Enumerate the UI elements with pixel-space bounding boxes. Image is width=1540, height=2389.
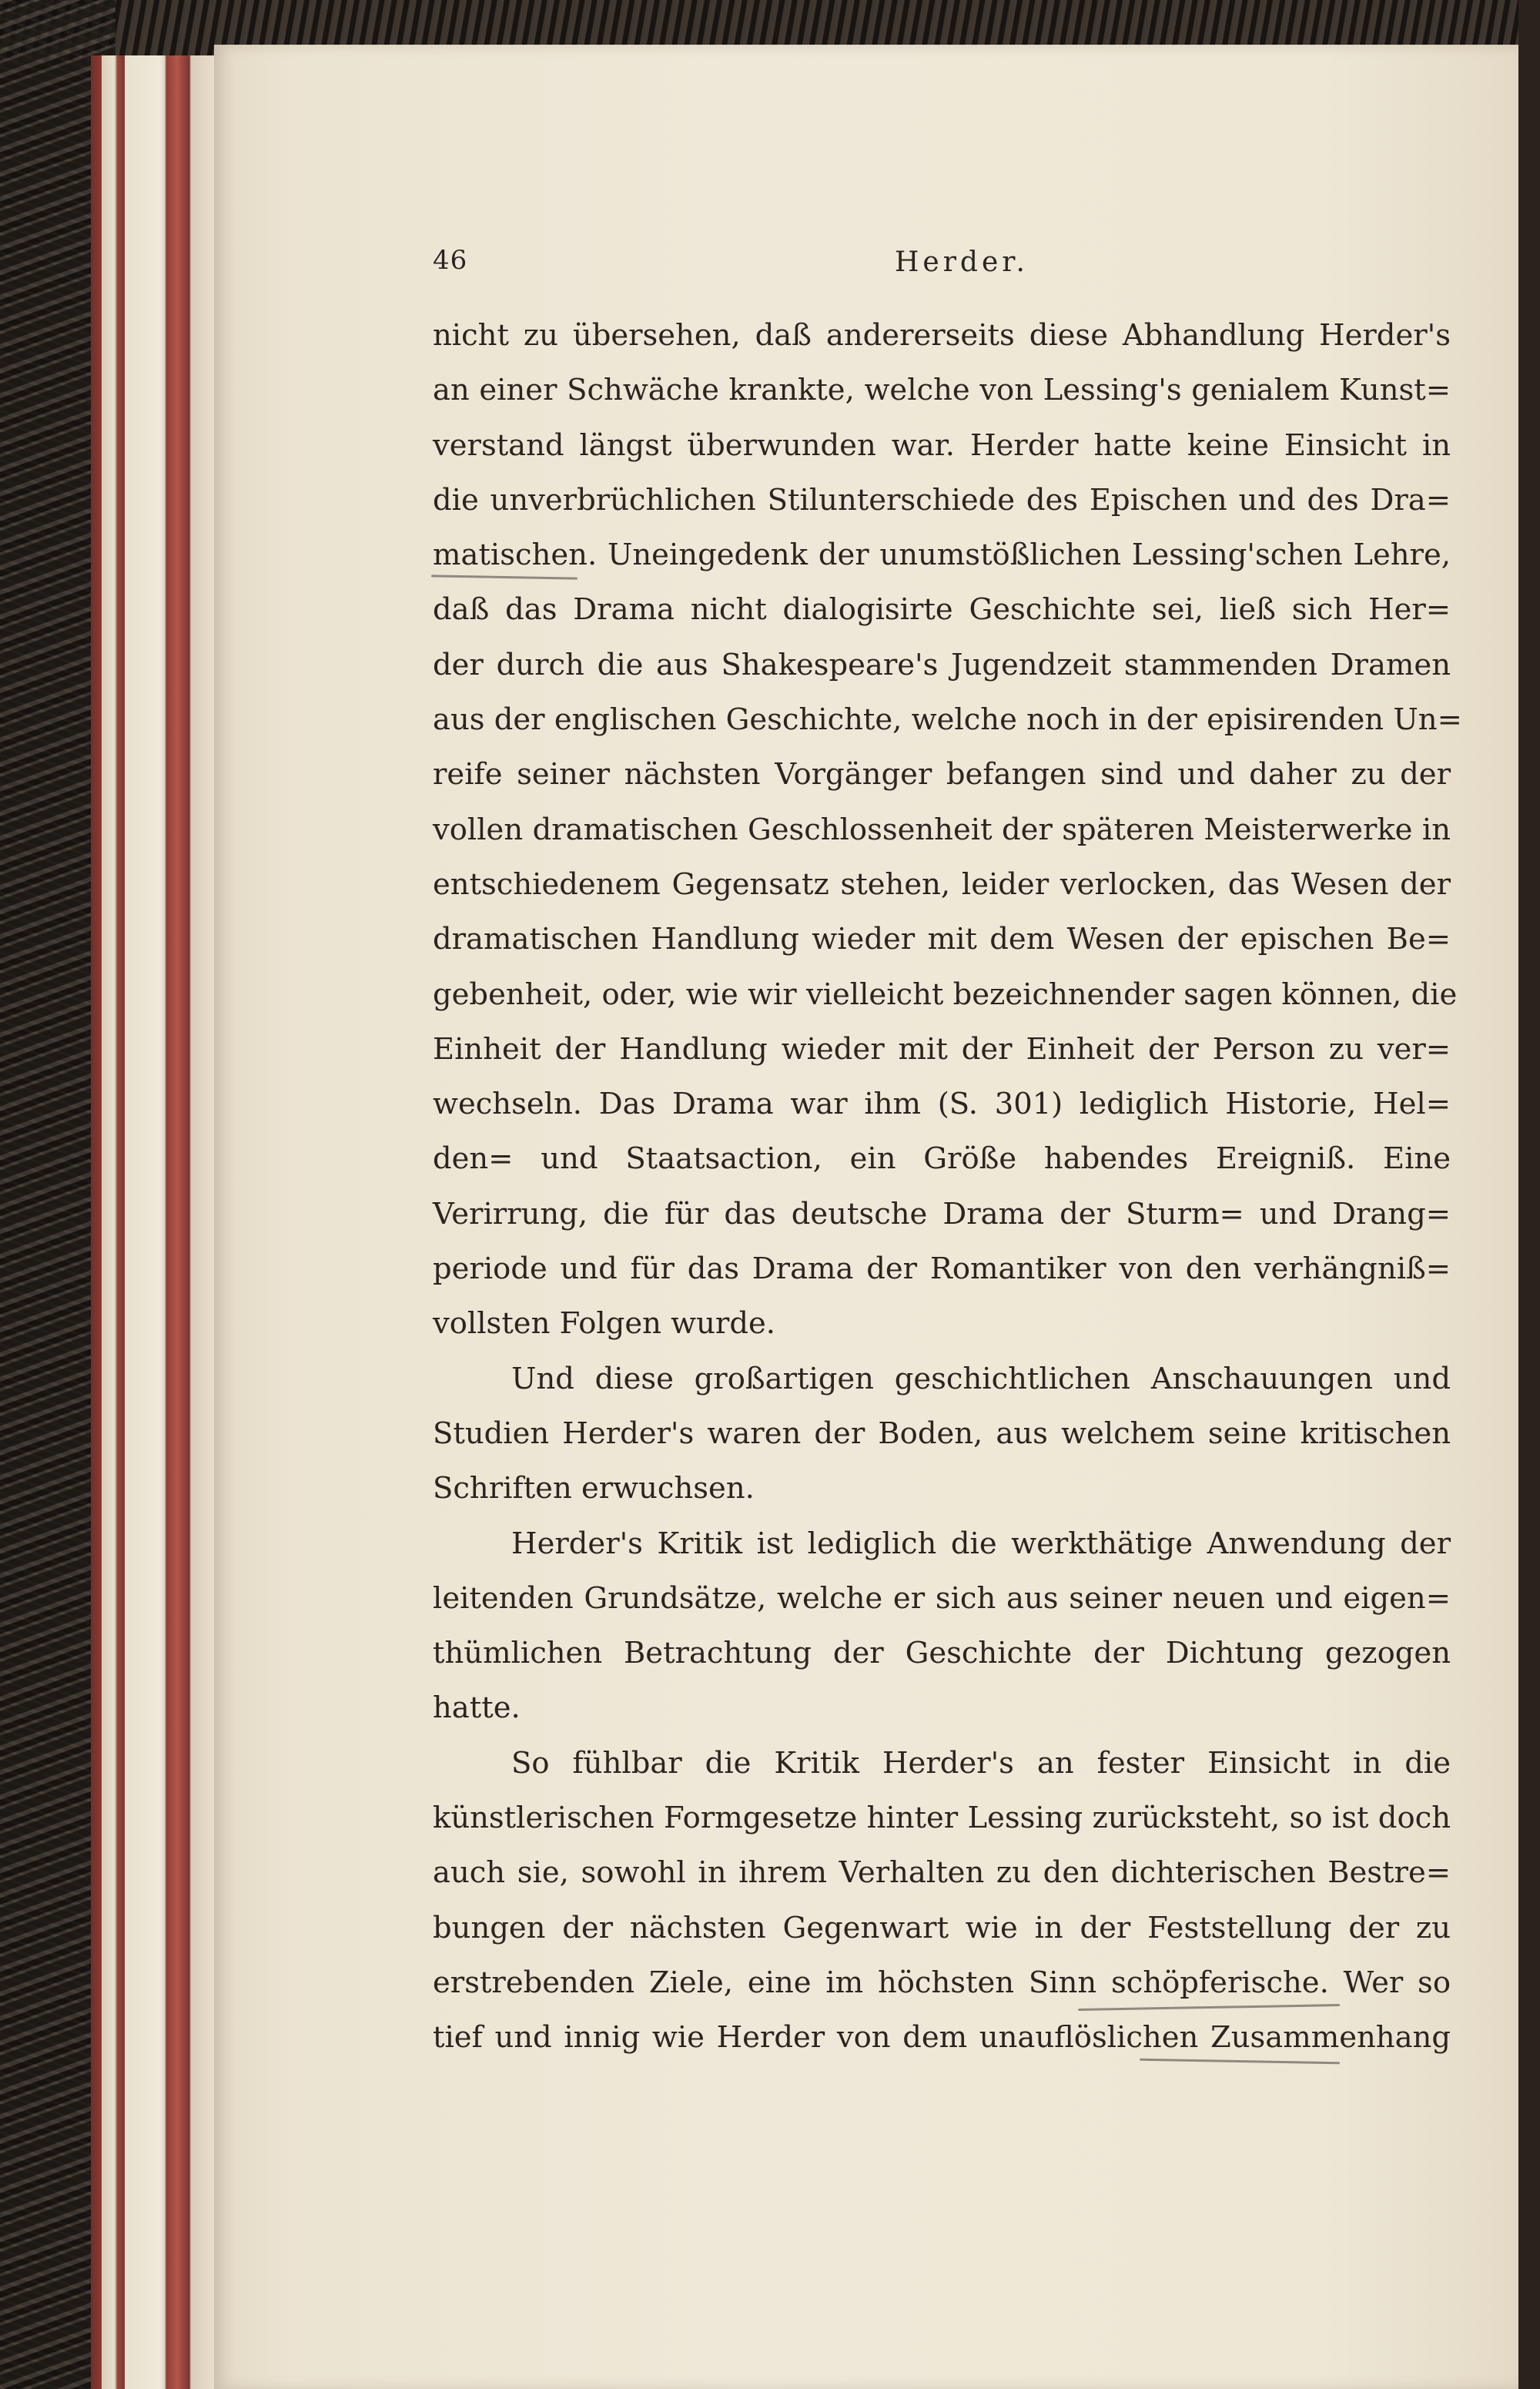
text-line: auch sie, sowohl in ihrem Verhalten zu den dichterischen Bestre= (433, 1855, 1451, 1891)
text-line: nicht zu übersehen, daß andererseits diese Abhandlung Herder's (433, 318, 1451, 353)
text-line: Herder's Kritik ist lediglich die werkthätige Anwendung der (511, 1526, 1451, 1561)
text-line: tief und innig wie Herder von dem unauflöslichen Zusammenhang (433, 2020, 1451, 2056)
page-number: 46 (433, 245, 468, 276)
text-line: vollen dramatischen Geschlossenheit der späteren Meisterwerke in (433, 812, 1451, 847)
text-line: dramatischen Handlung wieder mit dem Wesen der epischen Be= (433, 922, 1451, 957)
text-line: hatte. (433, 1690, 521, 1726)
text-line: So fühlbar die Kritik Herder's an fester Einsicht in die (511, 1745, 1451, 1781)
text-line: wechseln. Das Drama war ihm (S. 301) lediglich Historie, Hel= (433, 1087, 1451, 1122)
page-edges (91, 55, 222, 2389)
text-line: gebenheit, oder, wie wir vielleicht bezeichnender sagen können, die (433, 977, 1458, 1012)
text-line: Verirrung, die für das deutsche Drama der Sturm= und Drang= (433, 1196, 1451, 1231)
book-cover-right (1518, 0, 1540, 2389)
text-line: bungen der nächsten Gegenwart wie in der Feststellung der zu (433, 1910, 1451, 1945)
text-line: an einer Schwäche krankte, welche von Lessing's genialem Kunst= (433, 373, 1451, 408)
text-line: vollsten Folgen wurde. (433, 1306, 775, 1342)
text-line: entschiedenem Gegensatz stehen, leider verlocken, das Wesen der (433, 866, 1451, 902)
text-line: thümlichen Betrachtung der Geschichte der Dichtung gezogen (433, 1636, 1451, 1671)
text-line: periode und für das Drama der Romantiker von den verhängniß= (433, 1251, 1451, 1287)
body-text (433, 308, 1462, 2066)
text-line: künstlerischen Formgesetze hinter Lessing zurücksteht, so ist doch (433, 1801, 1451, 1836)
text-line: den= und Staatsaction, ein Größe habendes Ereigniß. Eine (433, 1141, 1451, 1177)
text-line: die unverbrüchlichen Stilunterschiede des Epischen und des Dra= (433, 482, 1451, 518)
text-line: matischen. Uneingedenk der unumstößlichen Lessing'schen Lehre, (433, 538, 1451, 573)
text-line: Einheit der Handlung wieder mit der Einheit der Person zu ver= (433, 1031, 1451, 1067)
text-line: der durch die aus Shakespeare's Jugendzeit stammenden Dramen (433, 647, 1451, 682)
text-line: verstand längst überwunden war. Herder hatte keine Einsicht in (433, 427, 1451, 463)
text-line: Studien Herder's waren der Boden, aus welchem seine kritischen (433, 1416, 1451, 1451)
text-line: daß das Drama nicht dialogisirte Geschichte sei, ließ sich Her= (433, 592, 1451, 628)
text-line: aus der englischen Geschichte, welche noch in der episirenden Un= (433, 702, 1462, 738)
running-head: Herder. (895, 246, 1029, 278)
text-line: erstrebenden Ziele, eine im höchsten Sinn schöpferische. Wer so (433, 1965, 1451, 2000)
text-line: leitenden Grundsätze, welche er sich aus seiner neuen und eigen= (433, 1580, 1451, 1616)
page-header (433, 245, 1449, 283)
text-line: Schriften erwuchsen. (433, 1471, 755, 1506)
text-line: Und diese großartigen geschichtlichen Anschauungen und (511, 1361, 1451, 1396)
text-line: reife seiner nächsten Vorgänger befangen sind und daher zu der (433, 757, 1451, 792)
